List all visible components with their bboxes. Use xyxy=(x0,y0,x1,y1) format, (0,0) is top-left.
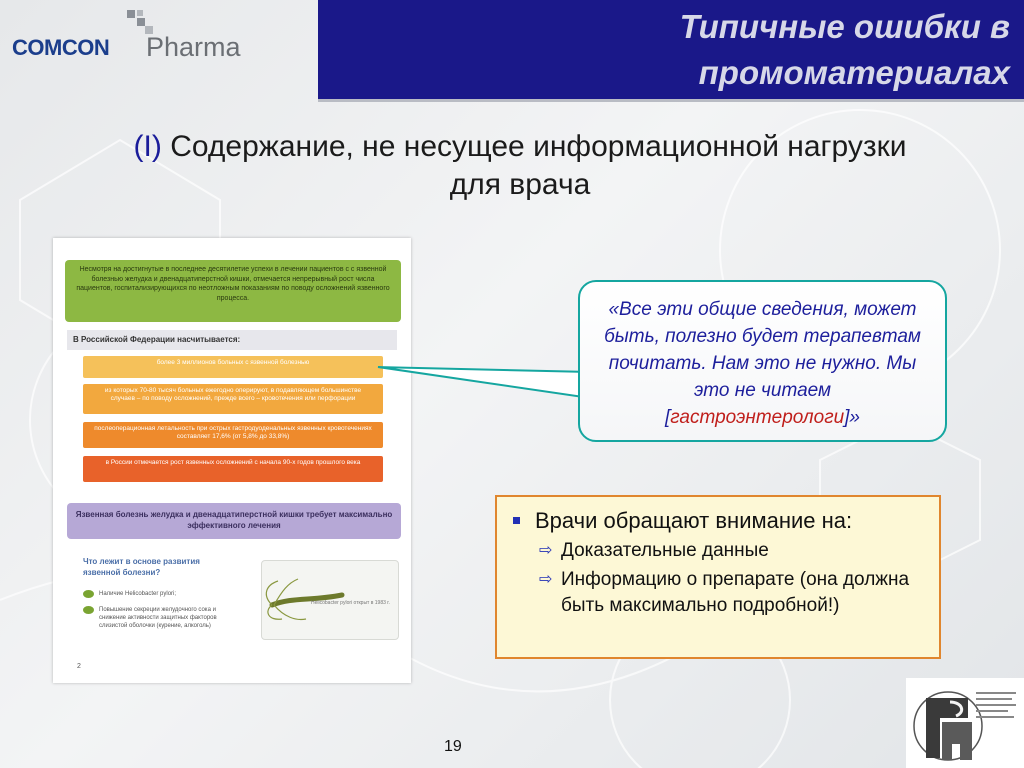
green-dot-icon xyxy=(83,590,94,598)
brochure-bar-1: более 3 миллионов больных с язвенной болезнью xyxy=(83,356,383,378)
brochure-bar-3: послеоперационная летальность при острых гастродуоденальных язвенных кровотечениях составляет 17,6% (от 5,8% до 33,8%) xyxy=(83,422,383,448)
logo-pharma-text: Pharma xyxy=(146,32,241,62)
rfam-emblem xyxy=(906,678,1024,768)
brochure-item-1: Наличие Helicobacter pylori; xyxy=(83,590,243,598)
brochure-heading: В Российской Федерации насчитывается: xyxy=(67,330,397,350)
quote-text: «Все эти общие сведения, может быть, полезно будет терапевтам почитать. Нам это не нужно. Мы это не читаем xyxy=(604,299,921,401)
subtitle-line-2: для врача xyxy=(449,168,591,201)
quote-bracket-open: [ xyxy=(664,407,671,428)
brochure-bar-4: в России отмечается рост язвенных осложнений с начала 90-х годов прошлого века xyxy=(83,456,383,482)
brochure-item-2: Повышение секреции желудочного сока и снижение активности защитных факторов слизистой оболочки (курение, алкоголь) xyxy=(83,606,243,630)
quote-bracket-close: ]» xyxy=(844,407,861,428)
attention-item: ⇨ Доказательные данные xyxy=(509,538,927,564)
doctors-attention-box xyxy=(495,495,941,659)
slide-page-number: 19 xyxy=(444,738,462,755)
subtitle-number: (I) xyxy=(133,130,162,163)
rfam-logo-icon xyxy=(906,678,1024,768)
arrow-right-icon: ⇨ xyxy=(539,571,553,588)
bacteria-caption: Helicobacter pylori открыт в 1983 г. xyxy=(311,600,390,606)
green-dot-icon xyxy=(83,606,94,614)
subtitle-line-1: Содержание, не несущее информационной нагрузки xyxy=(170,130,907,163)
title-line-2: промоматериалах xyxy=(698,54,1010,91)
brochure-purple-box: Язвенная болезнь желудка и двенадцатиперстной кишки требует максимально эффективного лечения xyxy=(67,503,401,539)
title-band xyxy=(318,0,1024,102)
brochure-question: Что лежит в основе развития язвенной болезни? xyxy=(83,557,200,577)
square-bullet-icon xyxy=(513,517,520,524)
attention-heading: Врачи обращают внимание на: xyxy=(509,507,927,535)
quote-source: гастроэнтерологи xyxy=(670,407,845,428)
slide-subtitle xyxy=(40,128,1000,204)
logo-comcon-text: COMCON xyxy=(12,35,110,60)
slide-title xyxy=(450,4,1010,96)
comcon-pharma-logo xyxy=(0,0,318,100)
brochure-page-number: 2 xyxy=(77,663,81,670)
attention-item: ⇨ Информацию о препарате (она должна быть максимально подробной!) xyxy=(539,569,910,616)
title-line-1: Типичные ошибки в xyxy=(679,8,1010,45)
brochure-page-image xyxy=(53,238,411,683)
arrow-right-icon: ⇨ xyxy=(539,542,553,559)
brochure-bar-2: из которых 70-80 тысяч больных ежегодно оперируют, в подавляющем большинстве случаев – по поводу осложнений, прежде всего – кровотечения или перфорации xyxy=(83,384,383,414)
quote-callout xyxy=(578,280,947,442)
brochure-intro-box: Несмотря на достигнутые в последнее десятилетие успехи в лечении пациентов с с язвенной болезнью желудка и двенадцатиперстной кишки, отмечается непрерывный рост числа пациентов, госпитализирующихся по неотложным показаниям по поводу осложнений язвенного процесса. xyxy=(65,260,401,322)
